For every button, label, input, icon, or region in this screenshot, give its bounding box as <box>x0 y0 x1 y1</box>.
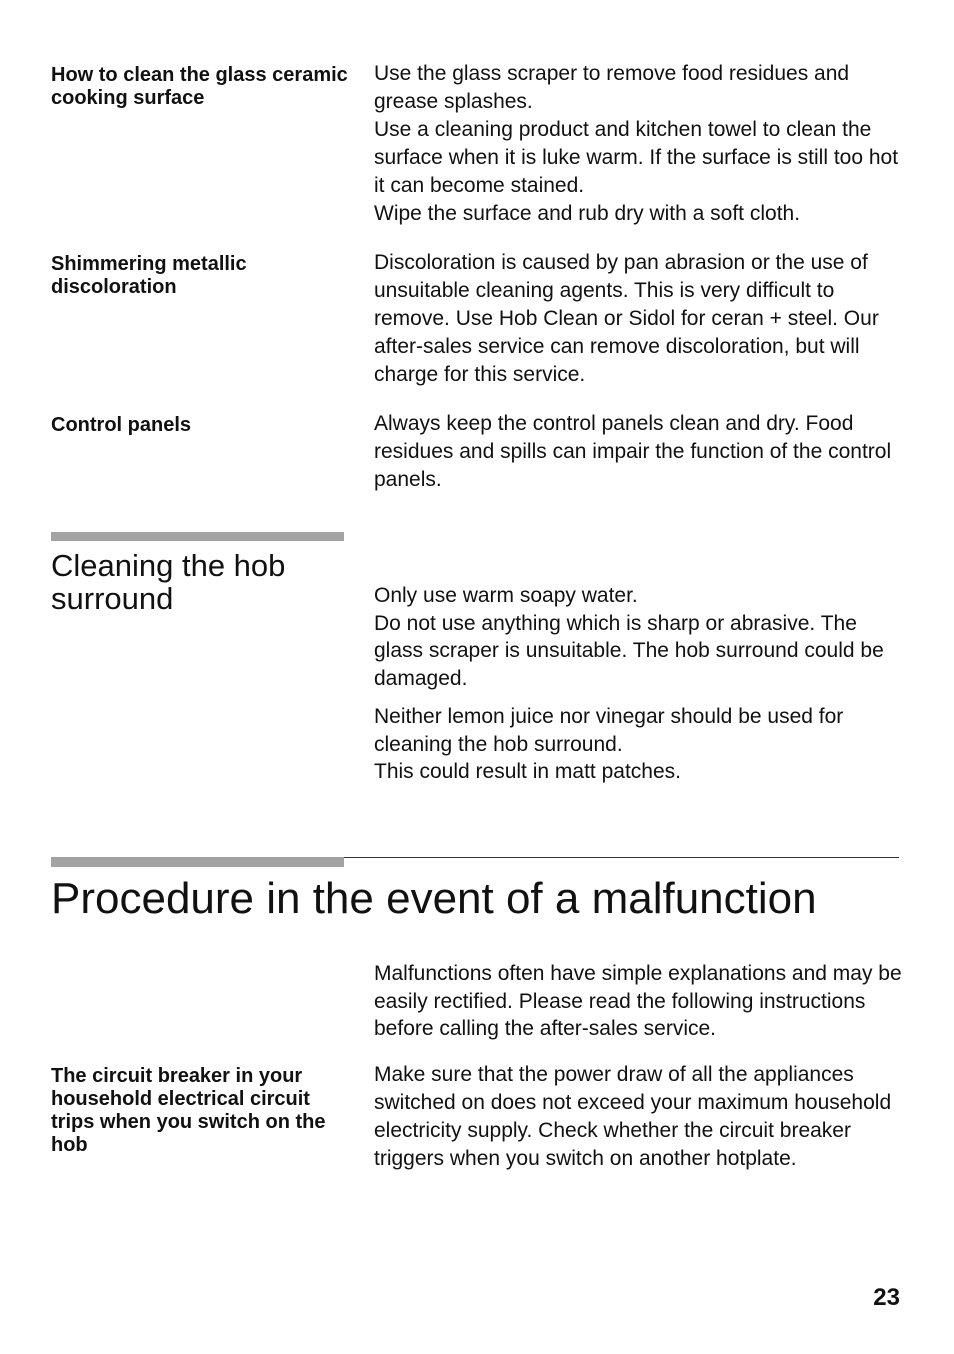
hob-surround-heading: Cleaning the hob surround <box>51 548 286 616</box>
chapter-divider-bar <box>51 857 344 867</box>
hob-surround-para-2 <box>374 703 904 786</box>
page-number: 23 <box>873 1284 900 1311</box>
chapter-divider-rule <box>344 857 899 858</box>
metallic-discoloration-text: Discoloration is caused by pan abrasion or the use of unsuitable cleaning agents. This is very difficult to remove. Use Hob Clean or Sidol for ceran + steel. Our after-sales service can remove discoloration, but will charge for this service. <box>374 251 879 386</box>
hob-surround-line-3: Neither lemon juice nor vinegar should be used for cleaning the hob surround. <box>374 705 844 756</box>
control-panels-label: Control panels <box>51 414 192 436</box>
control-panels-text: Always keep the control panels clean and dry. Food residues and spills can impair the function of the control panels. <box>374 412 892 491</box>
malfunction-title: Procedure in the event of a malfunction <box>51 874 817 923</box>
glass-surface-para-1: Use the glass scraper to remove food residues and grease splashes. <box>374 62 850 113</box>
metallic-discoloration-label: Shimmering metallic discoloration <box>51 253 247 298</box>
hob-surround-para-1 <box>374 582 904 692</box>
section-divider-bar <box>51 532 344 541</box>
malfunction-intro: Malfunctions often have simple explanations and may be easily rectified. Please read the following instructions before calling the after-sales service. <box>374 962 902 1040</box>
glass-surface-label: How to clean the glass ceramic cooking surface <box>51 64 348 109</box>
circuit-breaker-label: The circuit breaker in your household electrical circuit trips when you switch on the hob <box>51 1065 326 1156</box>
hob-surround-line-1: Only use warm soapy water. <box>374 584 638 607</box>
hob-surround-line-4: This could result in matt patches. <box>374 760 681 783</box>
glass-surface-para-3: Wipe the surface and rub dry with a soft cloth. <box>374 202 801 225</box>
circuit-breaker-text: Make sure that the power draw of all the appliances switched on does not exceed your maximum household electricity supply. Check whether the circuit breaker triggers when you switch on another hotplate. <box>374 1063 892 1170</box>
hob-surround-line-2: Do not use anything which is sharp or abrasive. The glass scraper is unsuitable. The hob surround could be damaged. <box>374 611 884 690</box>
glass-surface-text <box>374 60 904 228</box>
glass-surface-para-2: Use a cleaning product and kitchen towel to clean the surface when it is luke warm. If the surface is still too hot it can become stained. <box>374 118 899 197</box>
